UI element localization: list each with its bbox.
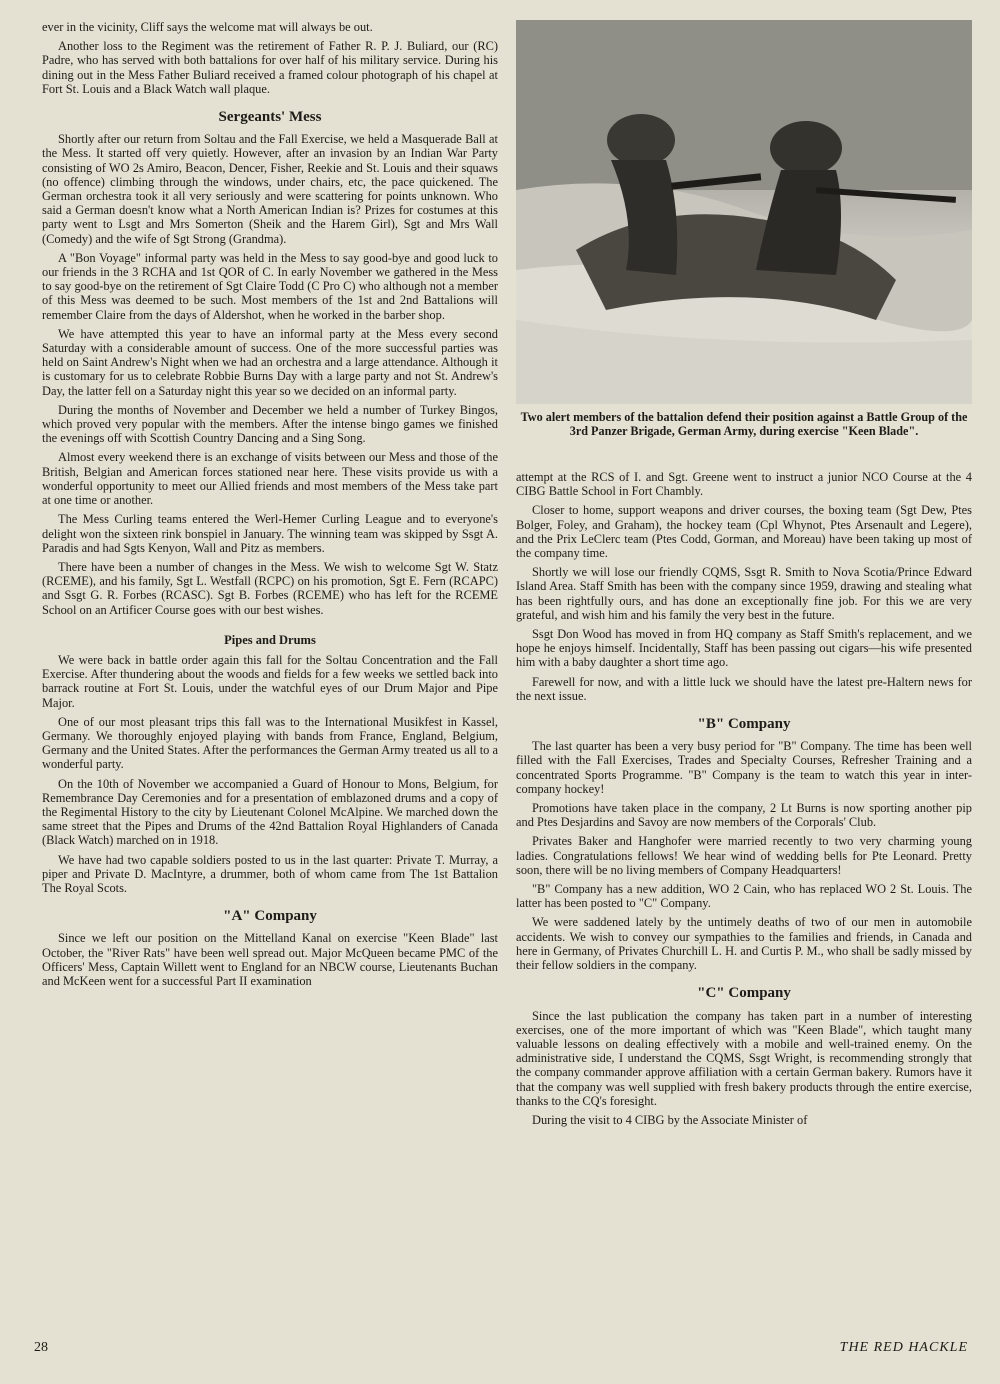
section-heading-c-company: "C" Company (697, 985, 791, 1002)
body-paragraph: "B" Company has a new addition, WO 2 Cain, who has replaced WO 2 St. Louis. The latter has been posted to "C" Company. (516, 882, 972, 911)
body-paragraph: We have had two capable soldiers posted to us in the last quarter: Private T. Murray, a piper and Private D. MacIntyre, a drummer, both of whom came from The 1st Battalion The Royal Scots. (42, 852, 498, 895)
left-column (42, 20, 498, 993)
body-paragraph: Almost every weekend there is an exchange of visits between our Mess and those of the British, Belgian and American forces stationed near here. These visits provide us with a wonderful opportunity to meet our Allied friends and most members of the Mess take part at one time or another. (42, 450, 498, 508)
body-paragraph: During the visit to 4 CIBG by the Associate Minister of (532, 1112, 808, 1127)
body-paragraph: Shortly we will lose our friendly CQMS, Ssgt R. Smith to Nova Scotia/Prince Edward Island Area. Staff Smith has been with the company since 1959, drawing and stealing what has been rightfully ours, and has done an exceptionally fine job. For this we are very grateful, and wish him and his family the very best in the future. (516, 565, 972, 622)
body-paragraph: Since the last publication the company has taken part in a number of interesting exercises, one of the more important of which was "Keen Blade", which taught many valuable lessons on dealing effectively with a mobile and well-trained enemy. On the administrative side, I understand the CQMS, Ssgt Wright, is recommending strongly that the company commander approve affiliation with a certain German bakery. Rumors have it that the company was well supplied with fresh bakery products through the entire exercise, thanks to the CQ's foresight. (516, 1008, 972, 1108)
body-paragraph: The last quarter has been a very busy period for "B" Company. The time has been well filled with the Fall Exercises, Trades and Specialty Courses, Refresher Training and a concentrated Sports Programme. "B" Company is the team to watch this year in inter-company hockey! (516, 739, 972, 796)
intro-paragraph: ever in the vicinity, Cliff says the welcome mat will always be out. (42, 20, 373, 34)
photo-caption: Two alert members of the battalion defend their position against a Battle Group of the 3rd Panzer Brigade, German Army, during exercise "Keen Blade". (520, 410, 968, 438)
body-paragraph: Promotions have taken place in the company, 2 Lt Burns is now sporting another pip and Ptes Desjardins and Savoy are now members of the Corporals' Club. (516, 801, 972, 830)
body-paragraph: One of our most pleasant trips this fall was to the International Musikfest in Kassel, Germany. We thoroughly enjoyed playing with bands from France, England, Belgium, Germany and the United States. After the performances the German Army treated us all to a wonderful party. (42, 714, 498, 772)
page-number: 28 (34, 1340, 48, 1355)
section-heading-sergeants-mess: Sergeants' Mess (218, 109, 322, 126)
photo-illustration (516, 20, 972, 404)
section-heading-a-company: "A" Company (223, 908, 317, 925)
body-paragraph: Closer to home, support weapons and driver courses, the boxing team (Sgt Dew, Ptes Bolger, Foley, and Graham), the hockey team (Cpl Whynot, Ptes Arsenault and Legere), and the Prix LeClerc team (Ptes Codd, Gorman, and Moreau) have been taking up most of the company time. (516, 503, 972, 561)
body-paragraph: attempt at the RCS of I. and Sgt. Greene went to instruct a junior NCO Course at the 4 CIBG Battle School in Fort Chambly. (516, 470, 972, 499)
section-heading-pipes-and-drums: Pipes and Drums (224, 632, 316, 647)
body-paragraph: Shortly after our return from Soltau and the Fall Exercise, we held a Masquerade Ball at the Mess. It started off very quietly. However, after an invasion by an Indian War Party consisting of WO 2s Amiro, Beacon, Dencer, Fisher, Reekie and St. Louis and their squaws (no offence) climbing through the windows, under chairs, etc, the pace quickened. The German orchestra took it all very seriously and were scattering for points unknown. Who said a German doesn't know what a North American Indian is? Prizes for costumes at this party went to Lsgt and Mrs Somerton (Sheik and the Harem Girl), Sgt and Mrs Wall (Comedy) and the wife of Sgt Strong (Grandma). (42, 132, 498, 246)
body-paragraph: Privates Baker and Hanghofer were married recently to two very charming young ladies. Congratulations fellows! We hear wind of wedding bells for Pte Leonard. Pretty soon, there will be no living members of Company Headquarters! (516, 834, 972, 877)
body-paragraph: We were back in battle order again this fall for the Soltau Concentration and the Fall Exercise. After thundering about the woods and fields for a few weeks we settled back into barrack routine at Fort St. Louis, under the watchful eyes of our Drum Major and Pipe Major. (42, 652, 498, 710)
body-paragraph: A "Bon Voyage" informal party was held in the Mess to say good-bye and good luck to our friends in the 3 RCHA and 1st QOR of C. In early November we gathered in the Mess to say good-bye on the retirement of Sgt Claire Todd (C Pro C) who although not a member of this Mess was deemed to be such. Most members of the 1st and 2nd Battalions will remember Claire from the days of Aldershot, when he worked in the barber shop. (42, 250, 498, 322)
body-paragraph: During the months of November and December we held a number of Turkey Bingos, which proved very popular with the members. After the intense bingo games we finished the evenings off with Scottish Country Dancing and a Sing Song. (42, 402, 498, 446)
soldiers-in-trench-photo (516, 20, 972, 404)
body-paragraph: Farewell for now, and with a little luck we should have the latest pre-Haltern news for the next issue. (516, 674, 972, 703)
intro-paragraph: Another loss to the Regiment was the retirement of Father R. P. J. Buliard, our (RC) Padre, who has served with both battalions for over half of his military service. During his dining out in the Mess Father Buliard received a framed colour photograph of his chapel at Fort St. Louis and a Black Watch wall plaque. (42, 39, 498, 96)
journal-title: THE RED HACKLE (839, 1340, 968, 1355)
body-paragraph: Since we left our position on the Mittelland Kanal on exercise "Keen Blade" last October, the "River Rats" have been well spread out. Major McQueen became PMC of the Officers' Mess, Captain Willett went to England for an NBCW course, Lieutenants Buchan and McKeen went for a successful Part II examination (42, 931, 498, 988)
body-paragraph: Ssgt Don Wood has moved in from HQ company as Staff Smith's replacement, and we hope he enjoys himself. Incidentally, Staff has been passing out cigars—his wife presented him with a baby daughter a short time ago. (516, 627, 972, 670)
body-paragraph: On the 10th of November we accompanied a Guard of Honour to Mons, Belgium, for Remembrance Day Ceremonies and for a presentation of emblazoned drums and a copy of the Regimental History to the city by Lieutenant Colonel McAlpine. We marched down the same street that the Pipes and Drums of the 42nd Battalion Royal Highlanders of Canada (Black Watch) marched on in 1918. (42, 776, 498, 848)
body-paragraph: We have attempted this year to have an informal party at the Mess every second Saturday with a considerable amount of success. One of the more successful parties was held on Saint Andrew's Night when we had an orchestra and a large attendance. Although it is customary for us to celebrate Robbie Burns Day with a large party and not St. Andrew's Day, the latter fell on a Saturday night this year so we decided on an informal party. (42, 326, 498, 398)
section-heading-b-company: "B" Company (697, 716, 791, 733)
body-paragraph: The Mess Curling teams entered the Werl-Hemer Curling League and to everyone's delight won the sixteen rink bonspiel in January. The winning team was skipped by Ssgt A. Paradis and had Sgts Kenyon, Wall and Pitz as members. (42, 512, 498, 555)
body-paragraph: There have been a number of changes in the Mess. We wish to welcome Sgt W. Statz (RCEME), and his family, Sgt L. Westfall (RCPC) on his promotion, Sgt E. Fern (RCAPC) and Ssgt G. R. Forbes (RCASC). Sgt B. Forbes (RCEME) who has left for the RCEME School on an Artificer Course goes with our best wishes. (42, 559, 498, 617)
body-paragraph: We were saddened lately by the untimely deaths of two of our men in automobile accidents. We wish to convey our sympathies to the families and friends, in Canada and here in Germany, of Privates Churchill L. H. and Curtis P. M., who shall be sadly missed by their fellow soldiers in the company. (516, 915, 972, 973)
right-column (516, 470, 972, 1132)
